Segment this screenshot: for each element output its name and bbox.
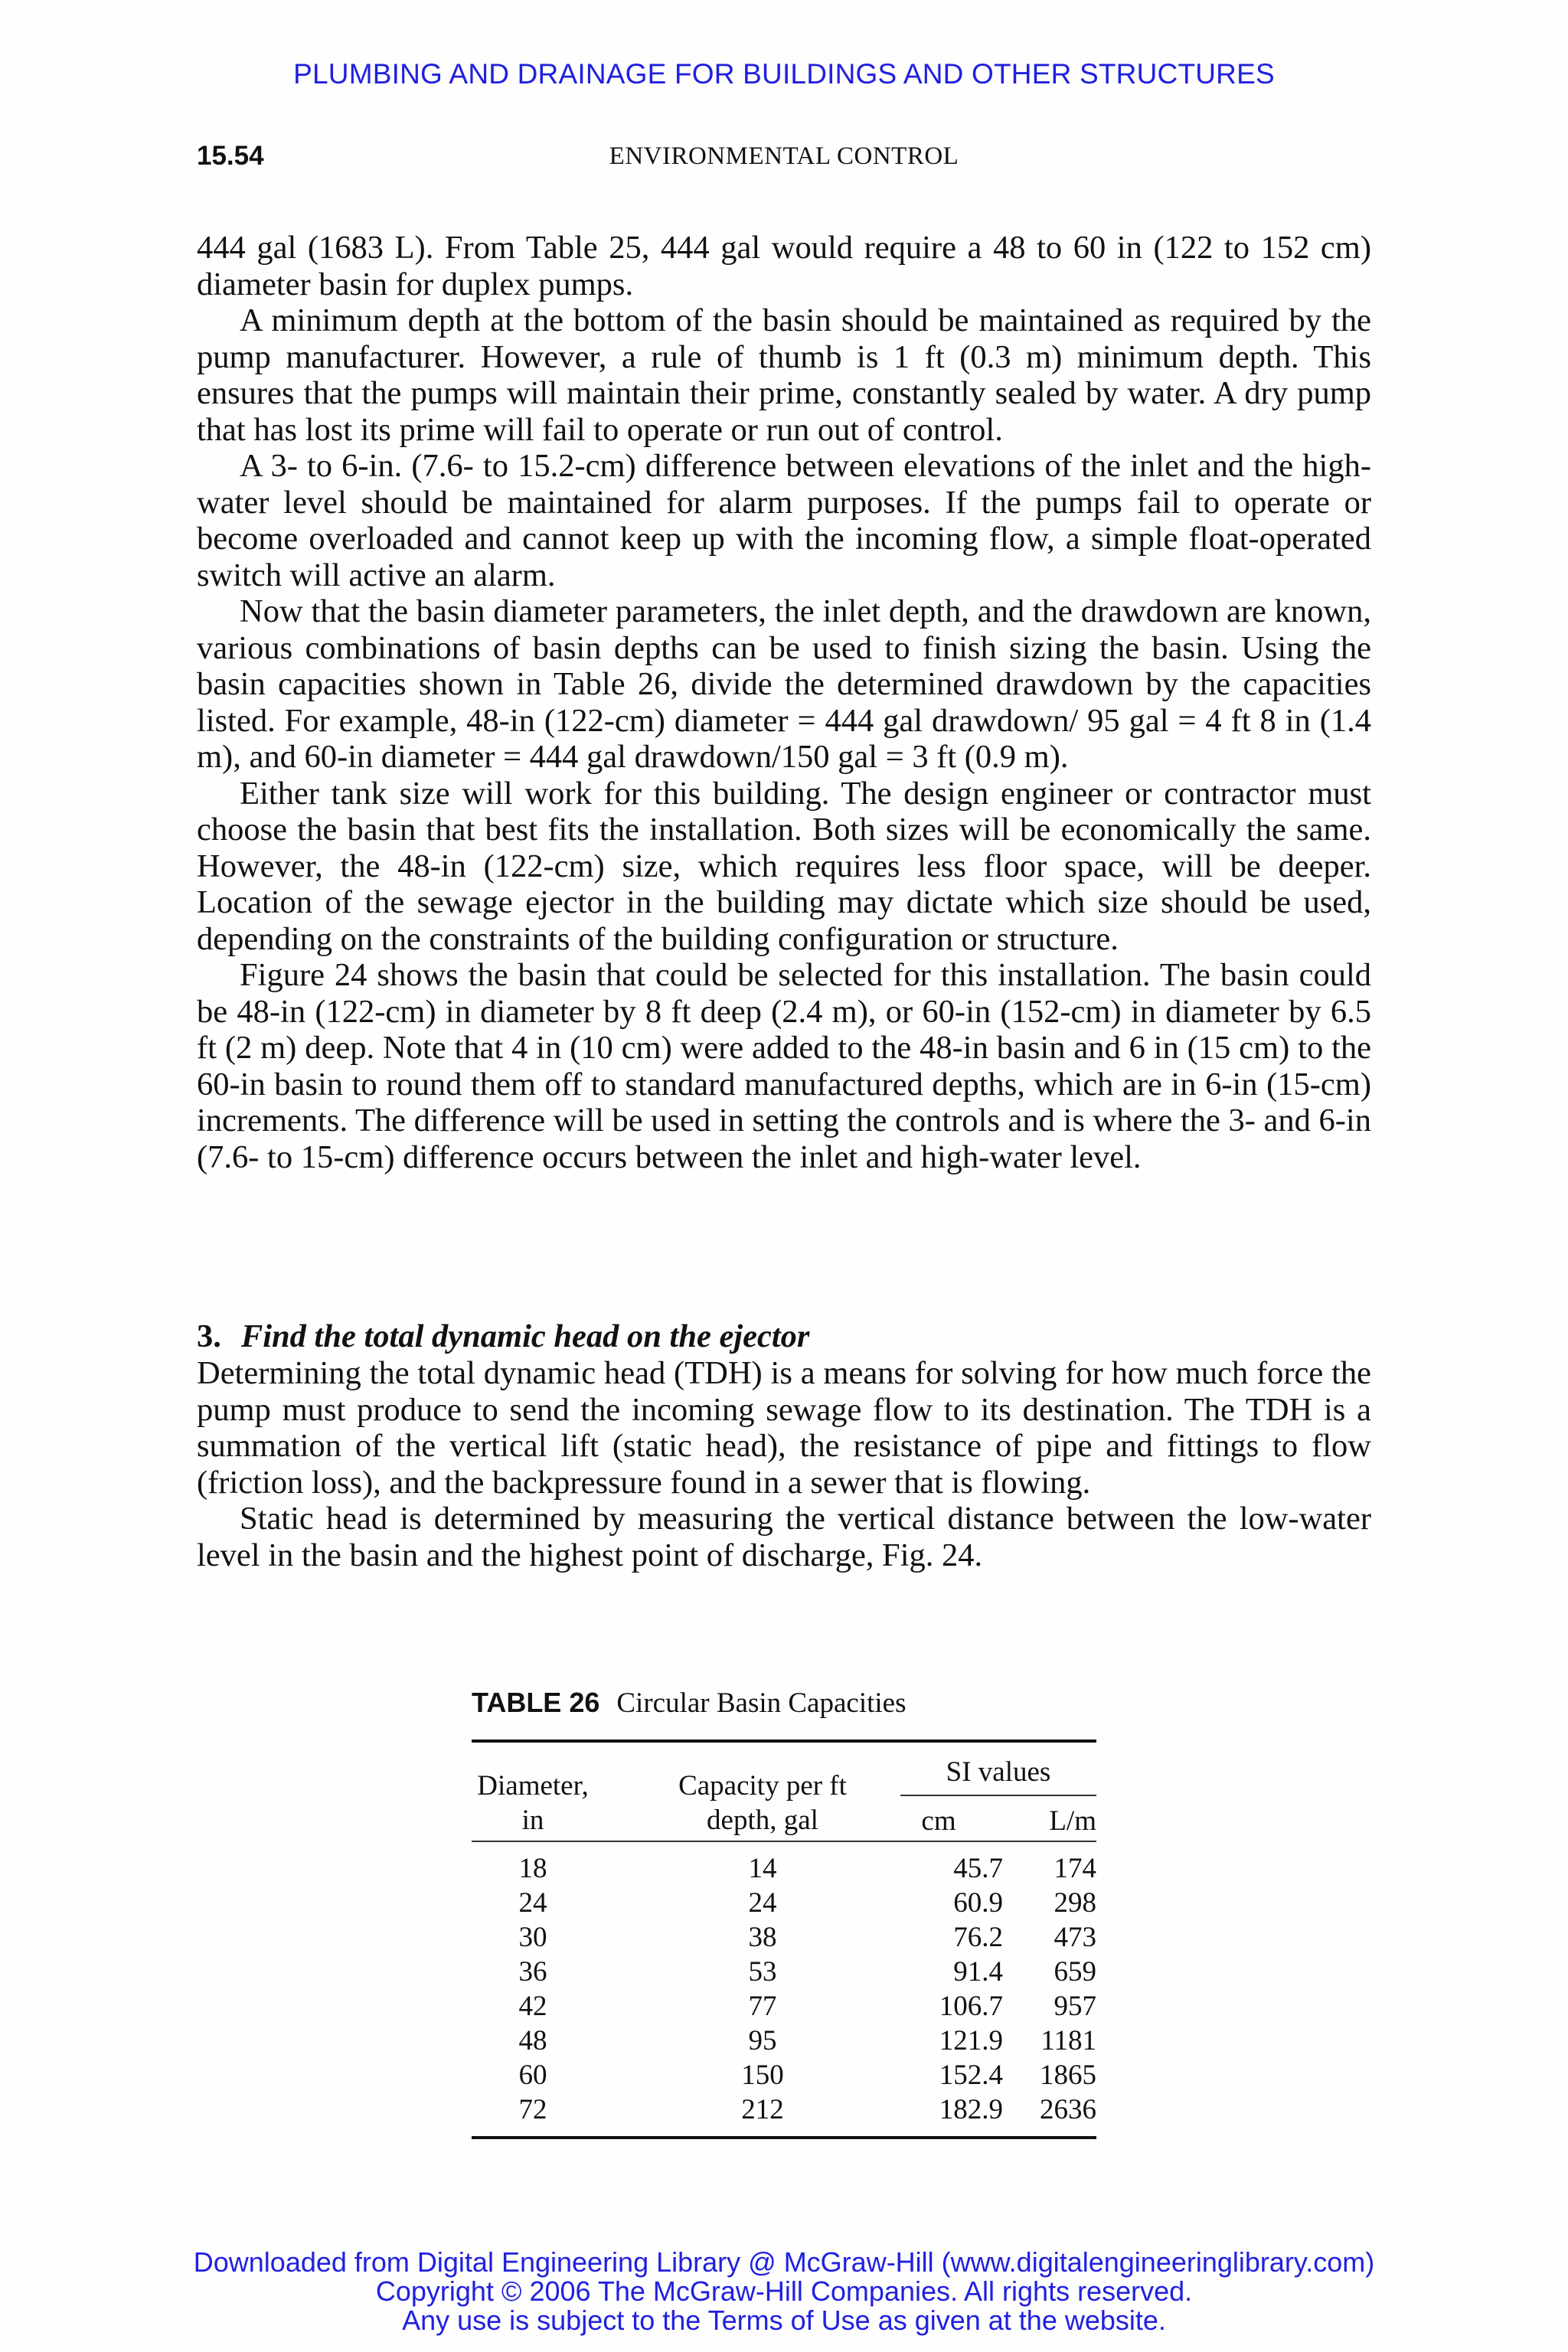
cell-capacity: 24 [748, 1887, 777, 1919]
cell-diameter: 48 [518, 2025, 547, 2056]
paragraph: Either tank size will work for this building. The design engineer or contractor must choose the basin that best fits the installation. Both sizes will be economically the same. However, the 48-in (122-cm) size, which requires less floor space, will be deeper. Location of the sewage ejector in the building may dictate which size should be used, depending on the constraints of the building configuration or structure. [197, 775, 1371, 957]
cell-diameter: 72 [518, 2094, 547, 2125]
paragraph: 444 gal (1683 L). From Table 25, 444 gal would require a 48 to 60 in (122 to 152 cm) diameter basin for duplex pumps. [197, 230, 1371, 302]
cell-cm: 91.4 [953, 1956, 1003, 1988]
running-head: ENVIRONMENTAL CONTROL [609, 142, 959, 170]
cell-lm: 957 [1054, 1991, 1096, 2022]
cell-capacity: 95 [748, 2025, 777, 2056]
cell-capacity: 14 [748, 1853, 777, 1884]
cell-capacity: 150 [741, 2060, 784, 2091]
header-line: Diameter, [477, 1770, 589, 1802]
cell-diameter: 60 [518, 2060, 547, 2091]
table-bottom-rule [472, 2136, 1096, 2139]
table-row [472, 1886, 1096, 1920]
cell-cm: 106.7 [939, 1991, 1003, 2022]
cell-cm: 60.9 [953, 1887, 1003, 1919]
cell-capacity: 38 [748, 1922, 777, 1953]
table-label: TABLE 26 [472, 1687, 600, 1718]
table-body [472, 1842, 1096, 2136]
section-text [197, 1355, 1371, 1573]
cell-lm: 1181 [1040, 2025, 1096, 2056]
column-header-capacity [625, 1769, 900, 1838]
column-group-si-values: SI values [946, 1756, 1051, 1788]
cell-diameter: 18 [518, 1853, 547, 1884]
cell-capacity: 53 [748, 1956, 777, 1988]
table-row [472, 2024, 1096, 2058]
book-title-banner: PLUMBING AND DRAINAGE FOR BUILDINGS AND OTHER STRUCTURES [293, 58, 1275, 90]
cell-capacity: 212 [741, 2094, 784, 2125]
paragraph: Now that the basin diameter parameters, the inlet depth, and the drawdown are known, various combinations of basin depths can be used to finish sizing the basin. Using the basin capacities shown in Table 26, divide the determined drawdown by the capacities listed. For example, 48-in (122-cm) diameter = 444 gal drawdown/ 95 gal = 4 ft 8 in (1.4 m), and 60-in diameter = 444 gal drawdown/150 gal = 3 ft (0.9 m). [197, 593, 1371, 775]
table-row [472, 1955, 1096, 1989]
paragraph: Determining the total dynamic head (TDH) is a means for solving for how much force the pump must produce to send the incoming sewage flow to its destination. The TDH is a summation of the vertical lift (static head), the resistance of pipe and fittings to flow (friction loss), and the backpressure found in a sewer that is flowing. [197, 1355, 1371, 1501]
cell-cm: 76.2 [953, 1922, 1003, 1953]
section-heading [197, 1318, 1371, 1355]
cell-lm: 473 [1054, 1922, 1096, 1953]
footer-terms: Any use is subject to the Terms of Use as given at the website. [402, 2305, 1166, 2336]
column-header-lm: L/m [1049, 1805, 1096, 1837]
paragraph: A minimum depth at the bottom of the basin should be maintained as required by the pump manufacturer. However, a rule of thumb is 1 ft (0.3 m) minimum depth. This ensures that the pumps will maintain their prime, constantly sealed by water. A dry pump that has lost its prime will fail to operate or run out of control. [197, 302, 1371, 448]
section-number: 3. [197, 1318, 221, 1354]
table-title: Circular Basin Capacities [616, 1687, 906, 1719]
column-header-cm: cm [921, 1805, 956, 1837]
paragraph: Static head is determined by measuring the vertical distance between the low-water level in the basin and the highest point of discharge, Fig. 24. [197, 1501, 1371, 1573]
page-number: 15.54 [197, 141, 264, 171]
cell-cm: 182.9 [939, 2094, 1003, 2125]
footer-copyright: Copyright © 2006 The McGraw-Hill Companies. All rights reserved. [375, 2275, 1193, 2307]
footer-download-link[interactable]: Downloaded from Digital Engineering Library @ McGraw-Hill (www.digitalengineeringlibrary.com) [193, 2246, 1375, 2278]
cell-diameter: 30 [518, 1922, 547, 1953]
cell-cm: 45.7 [953, 1853, 1003, 1884]
section-title: Find the total dynamic head on the ejector [240, 1318, 810, 1354]
table-row [472, 1989, 1096, 2024]
si-group-rule [900, 1795, 1096, 1796]
cell-lm: 659 [1054, 1956, 1096, 1988]
cell-diameter: 24 [518, 1887, 547, 1919]
cell-diameter: 36 [518, 1956, 547, 1988]
cell-capacity: 77 [748, 1991, 777, 2022]
table-row [472, 2058, 1096, 2092]
header-line: in [521, 1805, 544, 1836]
table-row [472, 1851, 1096, 1886]
cell-diameter: 42 [518, 1991, 547, 2022]
cell-cm: 152.4 [939, 2060, 1003, 2091]
table-caption [472, 1687, 1096, 1720]
paragraph: Figure 24 shows the basin that could be selected for this installation. The basin could be 48-in (122-cm) in diameter by 8 ft deep (2.4 m), or 60-in (152-cm) in diameter by 6.5 ft (2 m) deep. Note that 4 in (10 cm) were added to the 48-in basin and 6 in (15 cm) to the 60-in basin to round them off to standard manufactured depths, which are in 6-in (15-cm) increments. The difference will be used in setting the controls and is where the 3- and 6-in (7.6- to 15-cm) difference occurs between the inlet and high-water level. [197, 957, 1371, 1175]
header-line: Capacity per ft [678, 1770, 847, 1802]
header-line: depth, gal [707, 1805, 818, 1836]
cell-lm: 1865 [1040, 2060, 1096, 2091]
table-header [472, 1743, 1096, 1841]
column-header-diameter [472, 1769, 594, 1838]
cell-lm: 2636 [1040, 2094, 1096, 2125]
table-row [472, 2092, 1096, 2127]
cell-cm: 121.9 [939, 2025, 1003, 2056]
body-text [197, 230, 1371, 1175]
basin-capacity-table [472, 1687, 1096, 2139]
footer-notice [0, 2248, 1568, 2335]
paragraph: A 3- to 6-in. (7.6- to 15.2-cm) difference between elevations of the inlet and the high-water level should be maintained for alarm purposes. If the pumps fail to operate or become overloaded and cannot keep up with the incoming flow, a simple float-operated switch will active an alarm. [197, 448, 1371, 593]
cell-lm: 298 [1054, 1887, 1096, 1919]
cell-lm: 174 [1054, 1853, 1096, 1884]
table-row [472, 1920, 1096, 1955]
